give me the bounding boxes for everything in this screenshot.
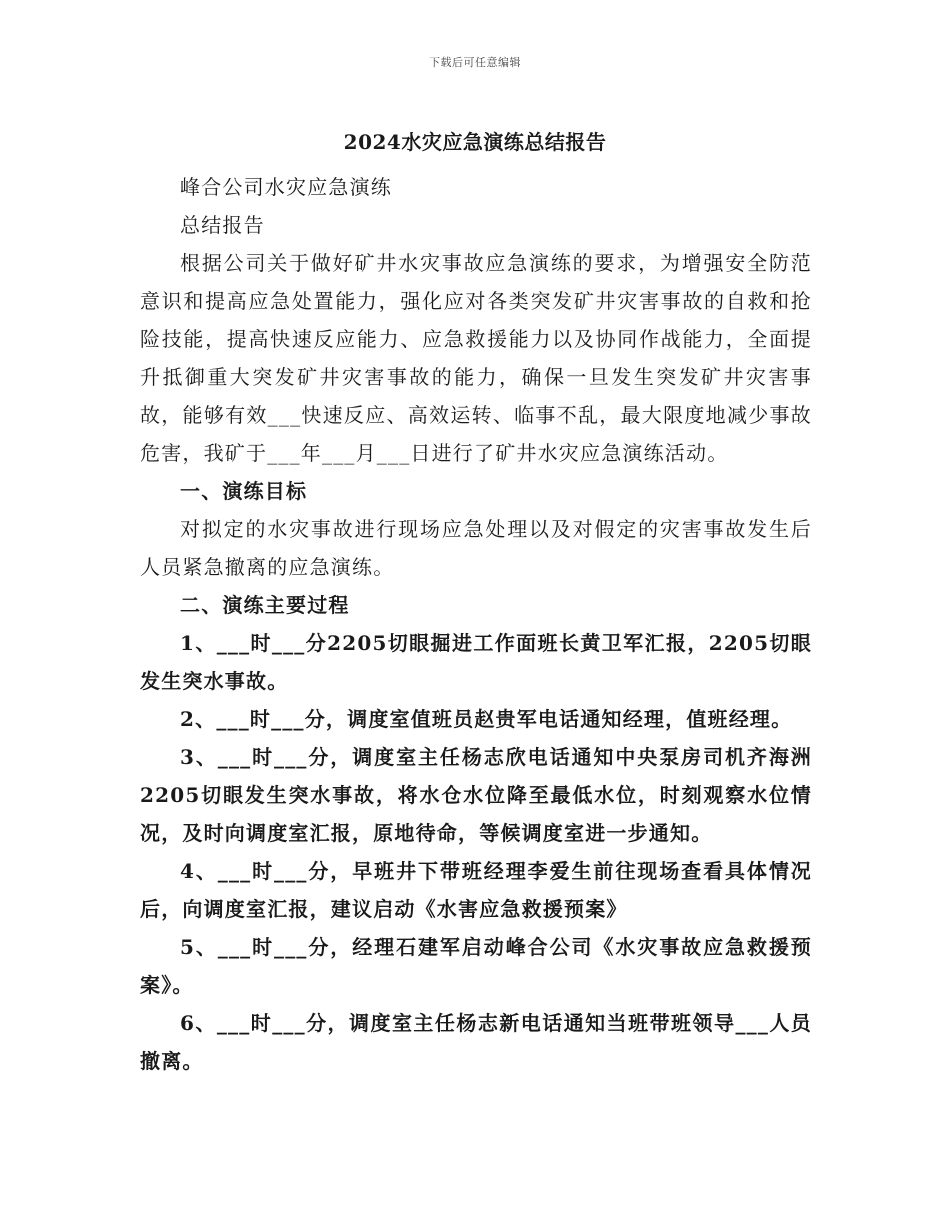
document-title: 2024水灾应急演练总结报告 bbox=[343, 130, 607, 154]
process-step: 2、___时___分，调度室值班员赵贵军电话通知经理，值班经理。 bbox=[180, 707, 793, 731]
header-note: 下载后可任意编辑 bbox=[429, 56, 521, 69]
subtitle-line-2: 总结报告 bbox=[180, 213, 265, 237]
process-step: 6、___时___分，调度室主任杨志新电话通知当班带班领导___人员撤离。 bbox=[140, 1011, 812, 1073]
document-body bbox=[140, 168, 812, 1080]
section-heading-process: 二、演练主要过程 bbox=[180, 593, 350, 617]
section-goal-text: 对拟定的水灾事故进行现场应急处理以及对假定的灾害事故发生后人员紧急撤离的应急演练。 bbox=[140, 517, 812, 579]
section-heading-goal: 一、演练目标 bbox=[180, 479, 308, 503]
process-step: 5、___时___分，经理石建军启动峰合公司《水灾事故应急救援预案》。 bbox=[140, 935, 812, 997]
subtitle-line-1: 峰合公司水灾应急演练 bbox=[180, 175, 392, 199]
process-step: 3、___时___分，调度室主任杨志欣电话通知中央泵房司机齐海洲2205切眼发生突水事故，将水仓水位降至最低水位，时刻观察水位情况，及时向调度室汇报，原地待命，等候调度室进一步通知。 bbox=[140, 745, 812, 845]
intro-paragraph: 根据公司关于做好矿井水灾事故应急演练的要求，为增强安全防范意识和提高应急处置能力，强化应对各类突发矿井灾害事故的自救和抢险技能，提高快速反应能力、应急救援能力以及协同作战能力，全面提升抵御重大突发矿井灾害事故的能力，确保一旦发生突发矿井灾害事故，能够有效___快速反应、高效运转、临事不乱，最大限度地减少事故危害，我矿于___年___月___日进行了矿井水灾应急演练活动。 bbox=[140, 251, 812, 465]
process-step: 1、___时___分2205切眼掘进工作面班长黄卫军汇报，2205切眼发生突水事故。 bbox=[140, 631, 812, 693]
process-step: 4、___时___分，早班井下带班经理李爱生前往现场查看具体情况后，向调度室汇报，建议启动《水害应急救援预案》 bbox=[140, 859, 812, 921]
